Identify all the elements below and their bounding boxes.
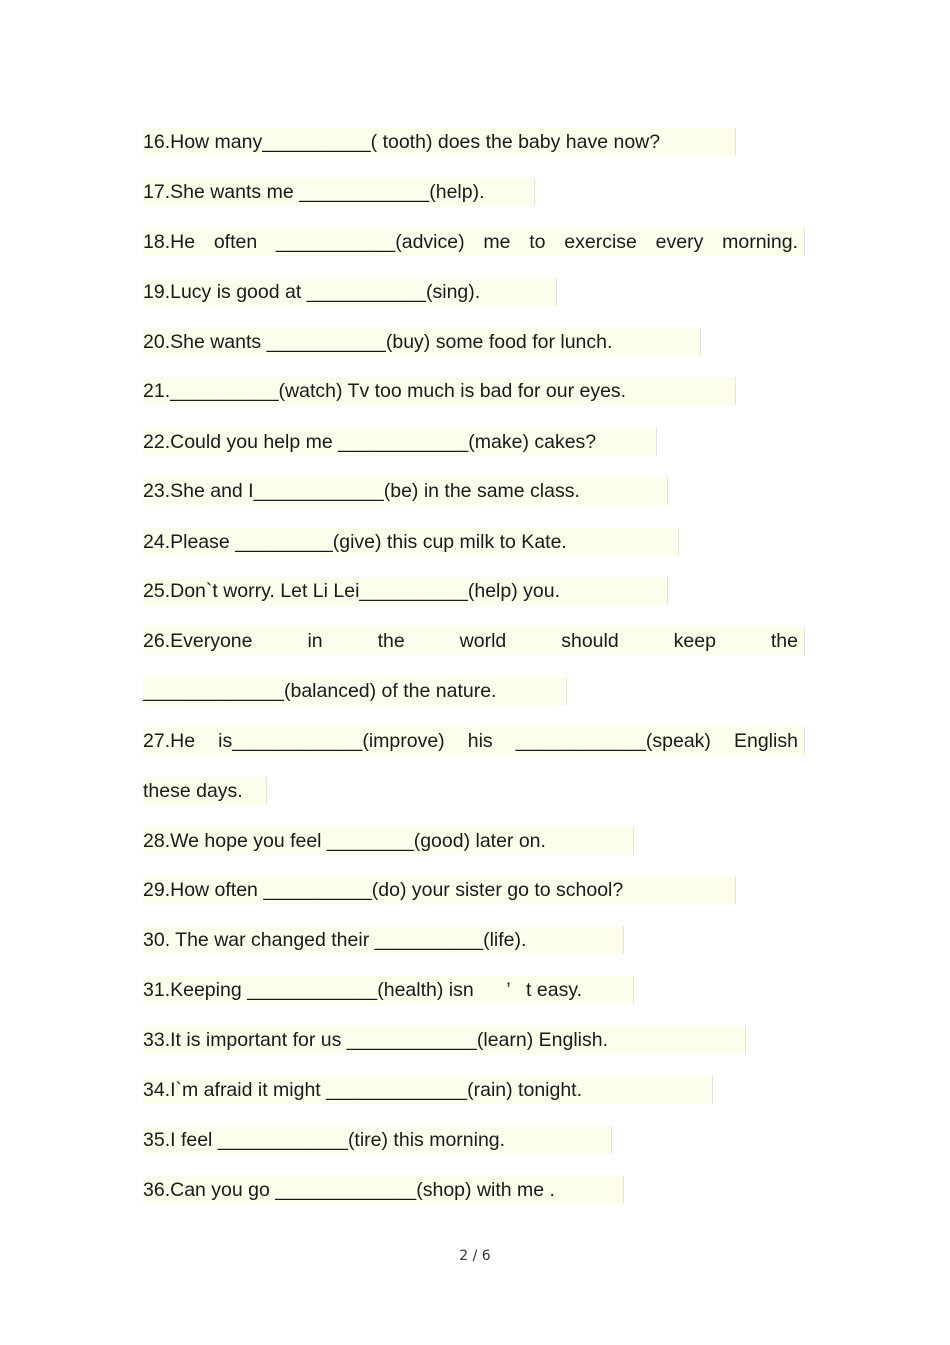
q27-word: 27.He <box>143 730 196 752</box>
question-25: 25.Don`t worry. Let Li Lei__________(help) you. <box>143 577 668 605</box>
question-35: 35.I feel ____________(tire) this morning. <box>143 1126 612 1154</box>
q18-word: exercise <box>564 231 637 253</box>
question-31: 31.Keeping ____________(health) isn ’ t easy. <box>143 976 634 1004</box>
question-36: 36.Can you go _____________(shop) with me . <box>143 1176 624 1204</box>
q18-word: 18.He <box>143 231 196 253</box>
question-26 <box>143 627 805 655</box>
q26-word: should <box>561 630 619 652</box>
question-20: 20.She wants ___________(buy) some food for lunch. <box>143 328 701 356</box>
q26-word: the <box>377 630 405 652</box>
q18-word: every <box>655 231 704 253</box>
question-18 <box>143 228 805 256</box>
page-number: 2 / 6 <box>459 1248 491 1264</box>
q26-word: in <box>307 630 323 652</box>
question-19: 19.Lucy is good at ___________(sing). <box>143 278 557 306</box>
q18-word: to <box>529 231 546 253</box>
q18-word: often <box>213 231 258 253</box>
q27-word: ____________(speak) <box>515 730 711 752</box>
q26-word: the <box>770 630 798 652</box>
question-29: 29.How often __________(do) your sister go to school? <box>143 876 736 904</box>
question-22: 22.Could you help me ____________(make) cakes? <box>143 428 657 456</box>
q27-word: English <box>733 730 798 752</box>
q26-word: keep <box>673 630 716 652</box>
question-27-continued: these days. <box>143 777 267 805</box>
question-21: 21.__________(watch) Tv too much is bad for our eyes. <box>143 377 736 405</box>
q27-word: his <box>467 730 493 752</box>
question-33: 33.It is important for us ____________(learn) English. <box>143 1026 746 1054</box>
q18-word: me <box>483 231 511 253</box>
question-17: 17.She wants me ____________(help). <box>143 178 535 206</box>
question-23: 23.She and I____________(be) in the same class. <box>143 477 668 505</box>
question-24: 24.Please _________(give) this cup milk to Kate. <box>143 528 679 556</box>
q27-word: is____________(improve) <box>218 730 445 752</box>
question-30: 30. The war changed their __________(life). <box>143 926 624 954</box>
question-34: 34.I`m afraid it might _____________(rain) tonight. <box>143 1076 713 1104</box>
question-26-continued: _____________(balanced) of the nature. <box>143 677 567 705</box>
question-27 <box>143 727 805 755</box>
q26-word: world <box>459 630 507 652</box>
question-16: 16.How many__________( tooth) does the baby have now? <box>143 128 736 156</box>
question-28: 28.We hope you feel ________(good) later on. <box>143 827 634 855</box>
q18-word: ___________(advice) <box>275 231 465 253</box>
q26-word: 26.Everyone <box>143 630 253 652</box>
q18-word: morning. <box>722 231 798 253</box>
